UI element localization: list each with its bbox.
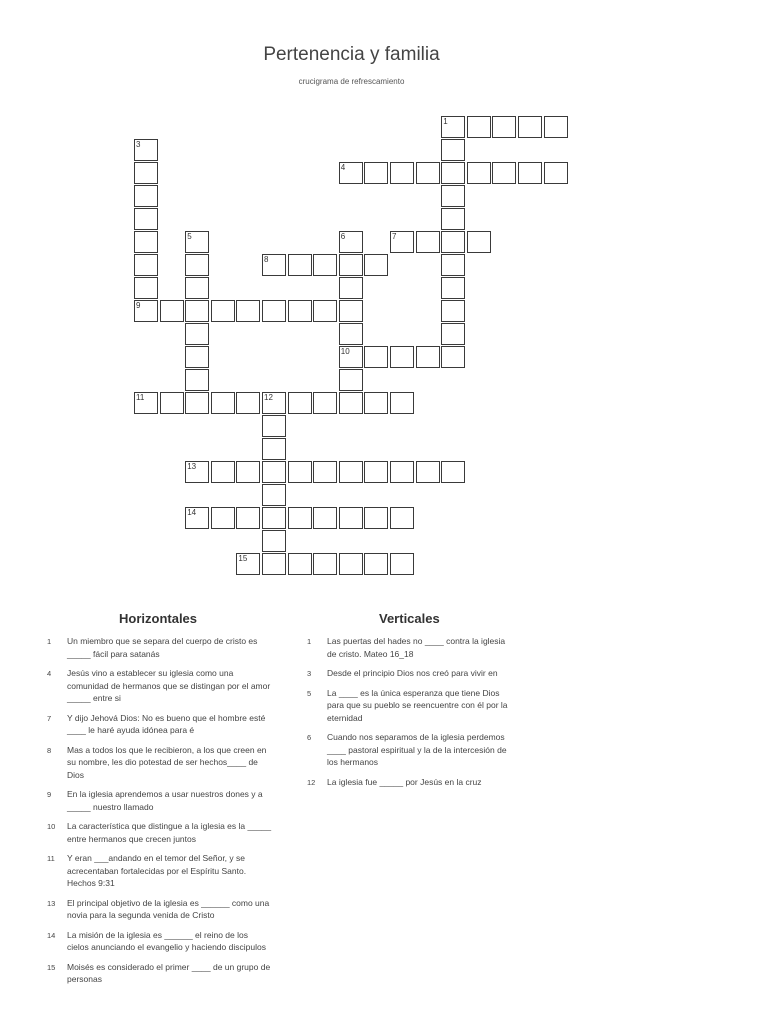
crossword-cell[interactable]	[211, 300, 235, 322]
crossword-cell[interactable]	[492, 162, 516, 184]
clue-number: 1	[47, 637, 52, 646]
across-clue	[47, 788, 272, 813]
across-clue	[47, 897, 272, 922]
clue-number: 7	[392, 232, 397, 241]
crossword-cell[interactable]	[262, 254, 286, 276]
crossword-cell[interactable]	[134, 300, 158, 322]
clue-number: 4	[340, 163, 346, 172]
clue-text: Y dijo Jehová Dios: No es bueno que el hombre esté ____ le haré ayuda idónea para é	[67, 712, 266, 735]
crossword-cell[interactable]	[492, 116, 516, 138]
down-clue	[307, 635, 512, 660]
across-clue	[47, 929, 272, 954]
clue-number: 13	[47, 898, 56, 908]
crossword-cell[interactable]	[339, 553, 363, 575]
clue-text: La ____ es la única esperanza que tiene Dios para que su pueblo se reencuentre con él por la eternidad	[327, 687, 508, 723]
across-clue	[47, 852, 272, 890]
across-heading: Horizontales	[119, 611, 198, 626]
crossword-cell[interactable]	[544, 116, 568, 138]
crossword-cell[interactable]	[416, 346, 440, 368]
crossword-cell[interactable]	[185, 231, 209, 253]
crossword-cell[interactable]	[262, 415, 286, 437]
crossword-cell[interactable]	[441, 185, 465, 207]
crossword-cell[interactable]	[339, 323, 363, 345]
crossword-cell[interactable]	[416, 461, 440, 483]
clue-text: Moisés es considerado el primer ____ de un grupo de personas	[67, 961, 271, 984]
crossword-cell[interactable]	[441, 208, 465, 230]
clue-text: La característica que distingue a la iglesia es la _____ entre hermanos que crecen juntos	[67, 821, 272, 844]
clue-number: 15	[238, 554, 248, 563]
crossword-cell[interactable]	[211, 507, 235, 529]
clue-text: La iglesia fue _____ por Jesús en la cruz	[327, 776, 482, 787]
crossword-cell[interactable]	[211, 461, 235, 483]
clue-number: 12	[307, 777, 316, 787]
crossword-cell[interactable]	[262, 438, 286, 460]
crossword-cell[interactable]	[134, 185, 158, 207]
down-clue-list	[307, 635, 512, 795]
crossword-cell[interactable]	[339, 231, 363, 253]
crossword-cell[interactable]	[288, 553, 312, 575]
crossword-cell[interactable]	[313, 553, 337, 575]
crossword-cell[interactable]	[364, 162, 388, 184]
crossword-cell[interactable]	[211, 392, 235, 414]
clue-number: 8	[47, 745, 52, 755]
crossword-cell[interactable]	[441, 162, 465, 184]
clue-text: Cuando nos separamos de la iglesia perdemos ____ pastoral espiritual y la de la intercesión de los hermanos	[327, 732, 507, 767]
across-clue	[47, 744, 272, 782]
crossword-cell[interactable]	[262, 300, 286, 322]
down-clue	[307, 667, 512, 680]
crossword-cell[interactable]	[518, 162, 542, 184]
crossword-cell[interactable]	[441, 277, 465, 299]
down-heading: Verticales	[379, 611, 440, 626]
clue-number: 7	[47, 713, 52, 723]
crossword-cell[interactable]	[441, 461, 465, 483]
crossword-cell[interactable]	[364, 254, 388, 276]
down-clue	[307, 687, 512, 725]
crossword-cell[interactable]	[339, 392, 363, 414]
crossword-cell[interactable]	[339, 346, 363, 368]
clue-text: Mas a todos los que le recibieron, a los que creen en su nombre, les dio potestad de ser hechos____ de Dios	[67, 744, 267, 780]
down-clue	[307, 731, 512, 769]
crossword-cell[interactable]	[185, 277, 209, 299]
crossword-cell[interactable]	[339, 254, 363, 276]
crossword-cell[interactable]	[313, 300, 337, 322]
crossword-cell[interactable]	[288, 392, 312, 414]
crossword-cell[interactable]	[236, 461, 260, 483]
crossword-cell[interactable]	[288, 507, 312, 529]
crossword-cell[interactable]	[134, 162, 158, 184]
clue-number: 10	[47, 822, 56, 831]
crossword-cell[interactable]	[441, 323, 465, 345]
clue-number: 14	[187, 508, 197, 517]
crossword-cell[interactable]	[441, 254, 465, 276]
clue-number: 13	[187, 462, 197, 471]
crossword-cell[interactable]	[185, 461, 209, 483]
clue-number: 8	[264, 255, 269, 264]
crossword-cell[interactable]	[390, 507, 414, 529]
clue-text: En la iglesia aprendemos a usar nuestros dones y a _____ nuestro llamado	[67, 789, 263, 812]
crossword-cell[interactable]	[390, 162, 414, 184]
crossword-cell[interactable]	[160, 392, 184, 414]
crossword-cell[interactable]	[339, 162, 363, 184]
page-subtitle: crucigrama de refrescamiento	[298, 77, 405, 86]
clue-number: 9	[47, 790, 52, 799]
crossword-cell[interactable]	[262, 461, 286, 483]
crossword-cell[interactable]	[185, 369, 209, 391]
crossword-cell[interactable]	[416, 231, 440, 253]
crossword-cell[interactable]	[339, 300, 363, 322]
clue-number: 10	[340, 347, 350, 356]
clue-text: Y eran ___andando en el temor del Señor, y se acrecentaban fortalecidas por el Espíritu Santo. Hechos 9:31	[67, 853, 247, 888]
crossword-cell[interactable]	[364, 507, 388, 529]
crossword-cell[interactable]	[236, 300, 260, 322]
crossword-cell[interactable]	[544, 162, 568, 184]
crossword-cell[interactable]	[390, 346, 414, 368]
clue-text: Desde el principio Dios nos creó para vivir en	[327, 668, 498, 678]
clue-number: 12	[264, 393, 273, 402]
crossword-cell[interactable]	[185, 392, 209, 414]
crossword-cell[interactable]	[262, 507, 286, 529]
clue-text: Un miembro que se separa del cuerpo de cristo es _____ fácil para satanás	[67, 636, 258, 659]
crossword-cell[interactable]	[364, 553, 388, 575]
crossword-cell[interactable]	[441, 300, 465, 322]
crossword-cell[interactable]	[364, 346, 388, 368]
clue-number: 1	[307, 637, 312, 646]
clue-number: 11	[136, 393, 145, 402]
crossword-cell[interactable]	[134, 231, 158, 253]
crossword-cell[interactable]	[390, 392, 414, 414]
crossword-cell[interactable]	[134, 392, 158, 414]
crossword-cell[interactable]	[441, 231, 465, 253]
crossword-cell[interactable]	[467, 231, 491, 253]
crossword-cell[interactable]	[416, 162, 440, 184]
across-clue	[47, 961, 272, 986]
crossword-cell[interactable]	[236, 392, 260, 414]
clue-number: 5	[187, 232, 192, 241]
clue-text: La misión de la iglesia es ______ el reino de los cielos anunciando el evangelio y haciendo discipulos	[67, 929, 266, 952]
crossword-cell[interactable]	[134, 139, 158, 161]
crossword-cell[interactable]	[185, 346, 209, 368]
crossword-cell[interactable]	[185, 507, 209, 529]
crossword-cell[interactable]	[313, 461, 337, 483]
crossword-cell[interactable]	[441, 139, 465, 161]
crossword-cell[interactable]	[262, 553, 286, 575]
crossword-cell[interactable]	[262, 484, 286, 506]
crossword-cell[interactable]	[339, 277, 363, 299]
crossword-cell[interactable]	[262, 392, 286, 414]
crossword-cell[interactable]	[339, 461, 363, 483]
crossword-cell[interactable]	[134, 254, 158, 276]
crossword-cell[interactable]	[185, 323, 209, 345]
crossword-cell[interactable]	[518, 116, 542, 138]
clue-number: 6	[340, 232, 346, 241]
crossword-cell[interactable]	[236, 507, 260, 529]
crossword-cell[interactable]	[288, 300, 312, 322]
crossword-cell[interactable]	[313, 507, 337, 529]
clue-number: 3	[136, 140, 141, 149]
crossword-cell[interactable]	[467, 116, 491, 138]
crossword-cell[interactable]	[262, 530, 286, 552]
crossword-cell[interactable]	[467, 162, 491, 184]
crossword-cell[interactable]	[390, 461, 414, 483]
clue-number: 11	[47, 854, 55, 863]
page-title: Pertenencia y familia	[263, 44, 440, 65]
clue-number: 1	[443, 117, 448, 126]
across-clue	[47, 667, 272, 705]
crossword-cell[interactable]	[364, 392, 388, 414]
crossword-cell[interactable]	[160, 300, 184, 322]
across-clue	[47, 712, 272, 737]
clue-text: El principal objetivo de la iglesia es ______ como una novia para la segunda venida de Cristo	[67, 897, 270, 920]
clue-text: Jesús vino a establecer su iglesia como una comunidad de hermanos que se distingan por el amor _____ entre si	[67, 668, 271, 703]
clue-number: 5	[307, 688, 312, 698]
crossword-cell[interactable]	[288, 461, 312, 483]
down-clue	[307, 776, 512, 789]
clue-number: 15	[47, 962, 56, 972]
crossword-cell[interactable]	[185, 254, 209, 276]
crossword-cell[interactable]	[441, 116, 465, 138]
crossword-cell[interactable]	[441, 346, 465, 368]
crossword-cell[interactable]	[134, 277, 158, 299]
clue-text: Las puertas del hades no ____ contra la iglesia de cristo. Mateo 16_18	[327, 636, 506, 659]
across-clue-list	[47, 635, 272, 993]
crossword-cell[interactable]	[313, 392, 337, 414]
crossword-cell[interactable]	[390, 231, 414, 253]
clue-number: 6	[307, 733, 312, 742]
crossword-cell[interactable]	[339, 507, 363, 529]
crossword-cell[interactable]	[288, 254, 312, 276]
crossword-cell[interactable]	[185, 300, 209, 322]
crossword-cell[interactable]	[313, 254, 337, 276]
clue-number: 3	[307, 669, 312, 678]
crossword-cell[interactable]	[236, 553, 260, 575]
crossword-cell[interactable]	[364, 461, 388, 483]
across-clue	[47, 820, 272, 845]
crossword-cell[interactable]	[339, 369, 363, 391]
clue-number: 9	[136, 301, 141, 310]
across-clue	[47, 635, 272, 660]
clue-number: 4	[47, 669, 52, 678]
crossword-cell[interactable]	[390, 553, 414, 575]
clue-number: 14	[47, 930, 56, 940]
crossword-cell[interactable]	[134, 208, 158, 230]
